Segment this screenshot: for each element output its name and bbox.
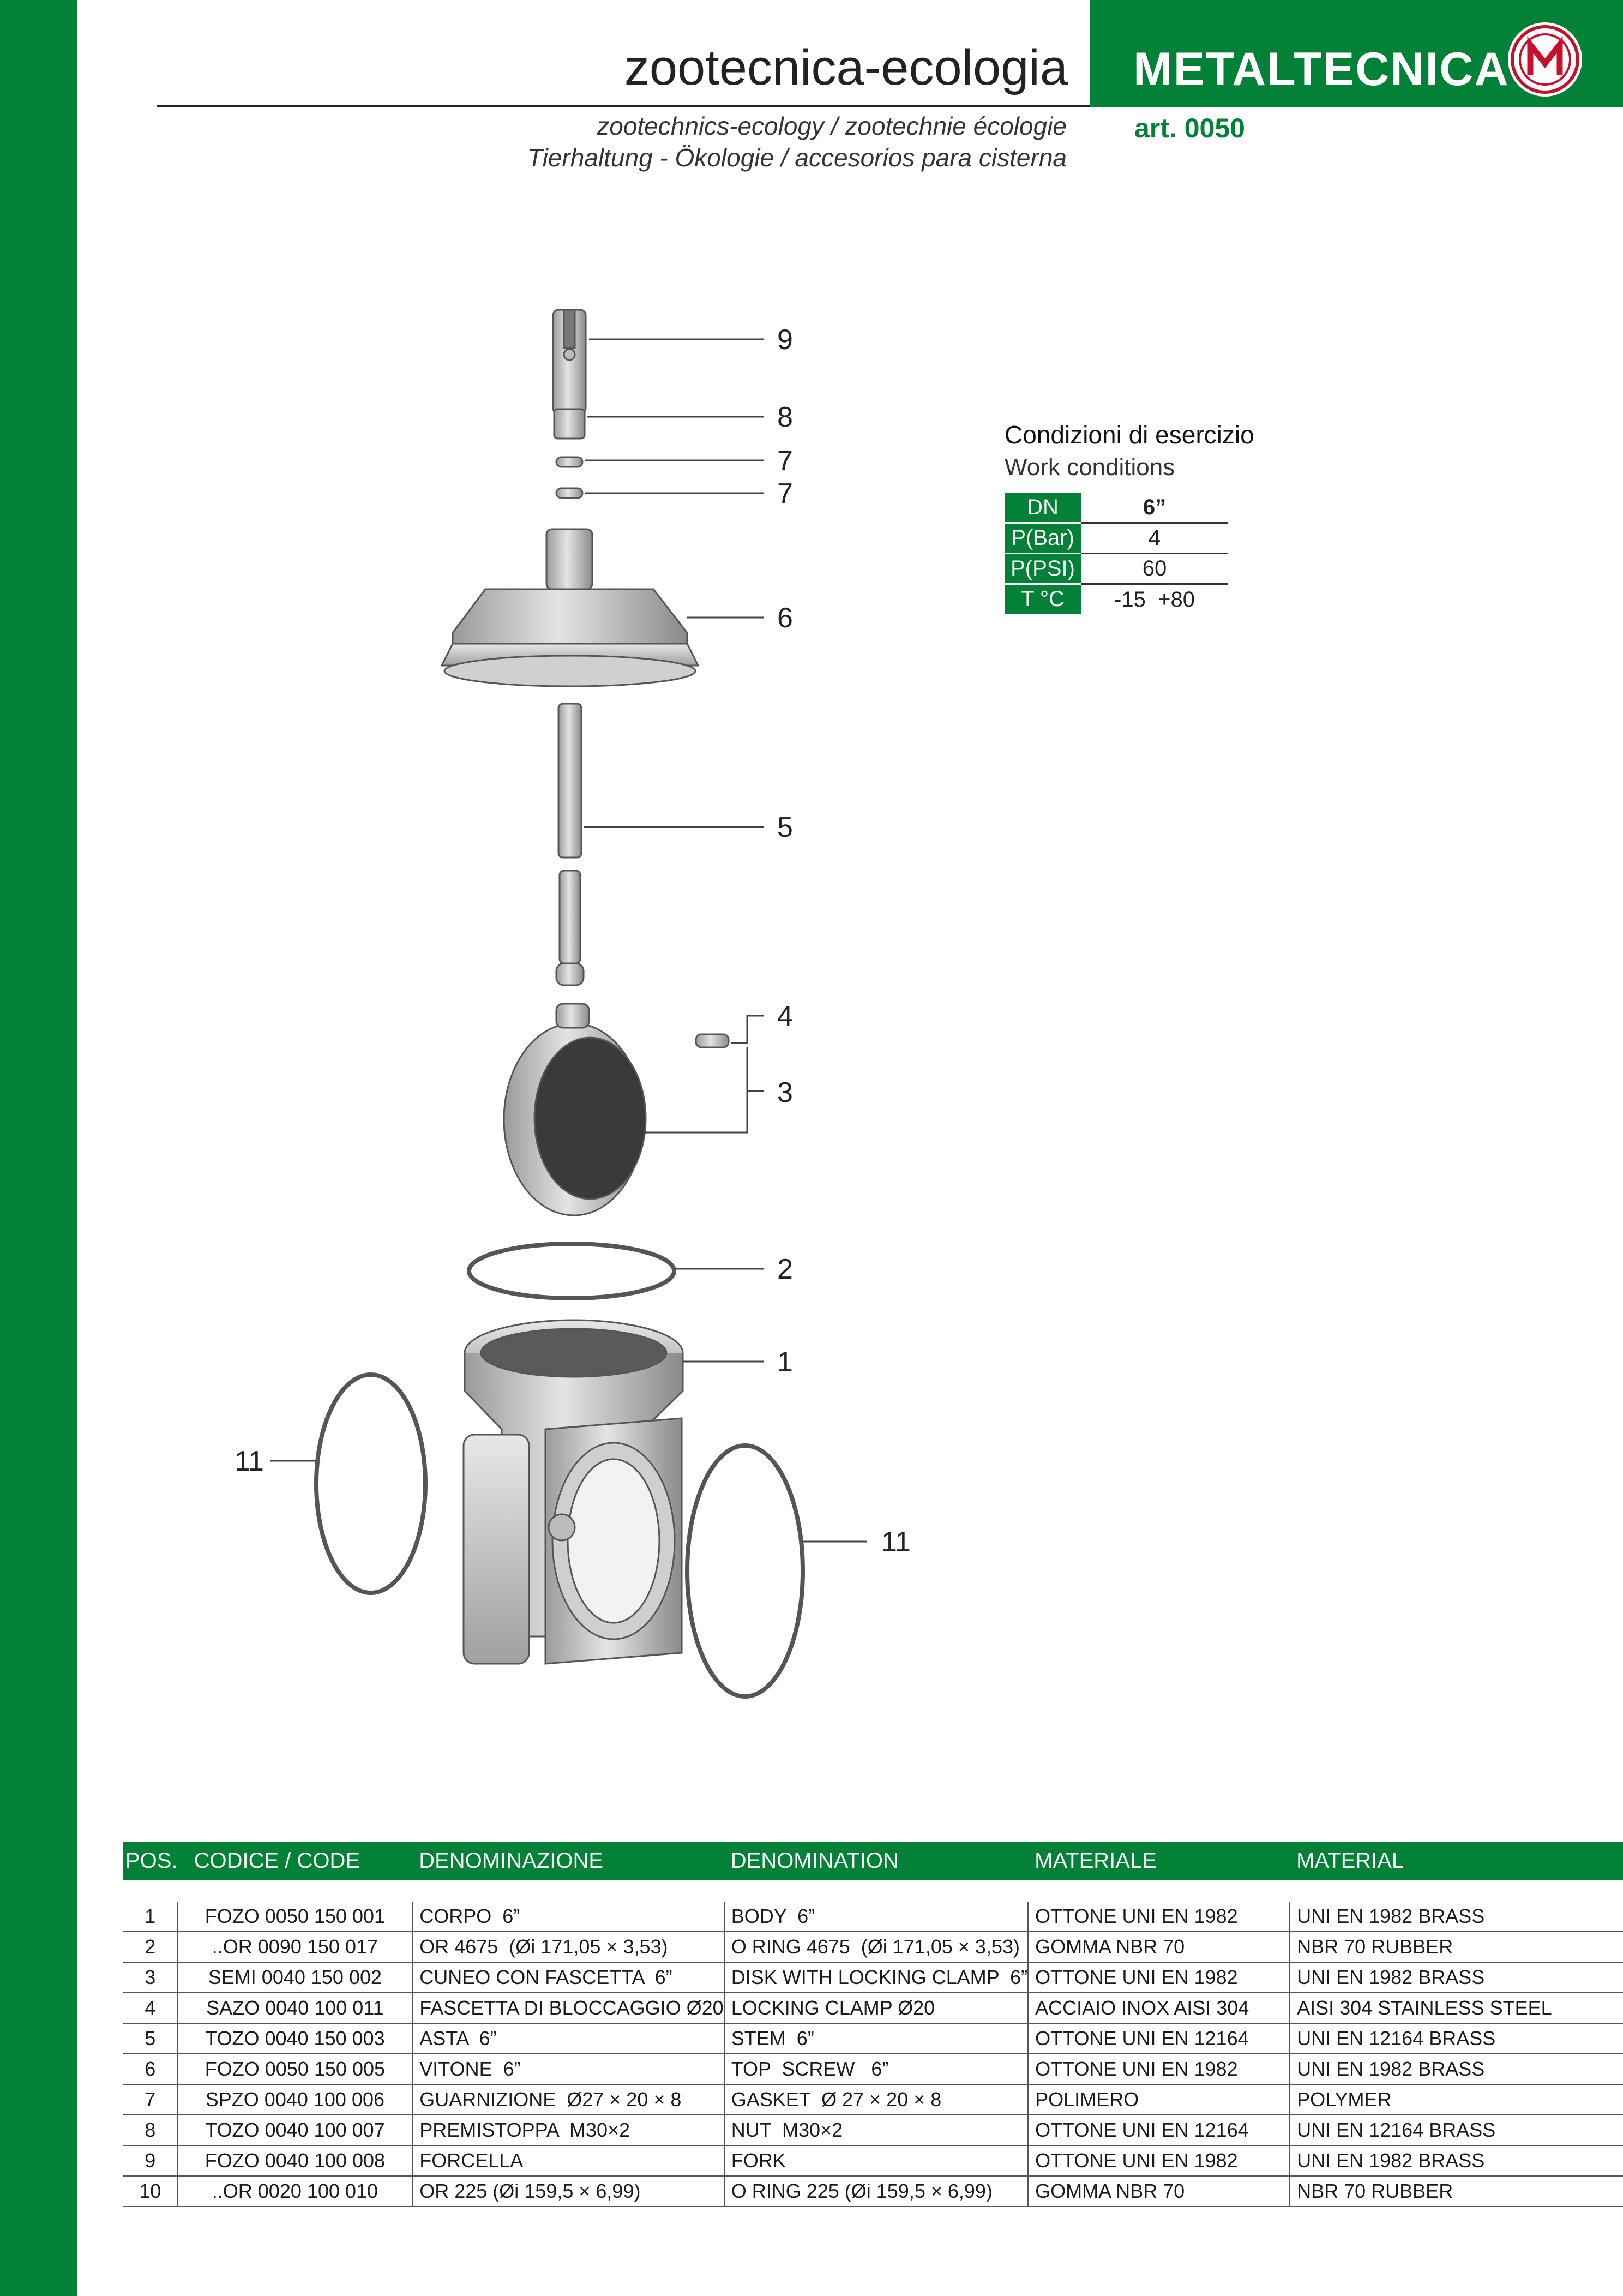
- callout-number: 11: [881, 1526, 911, 1558]
- header-denominazione: DENOMINAZIONE: [412, 1842, 724, 1880]
- cell-materiale: OTTONE UNI EN 1982: [1028, 2145, 1290, 2176]
- article-number: art. 0050: [1134, 113, 1245, 143]
- cell-pos: 8: [123, 2115, 178, 2145]
- work-conditions-title: Condizioni di esercizio: [1005, 421, 1254, 449]
- table-row: [123, 2023, 1623, 2054]
- work-conditions-subtitle: Work conditions: [1005, 454, 1175, 481]
- left-color-band: [0, 0, 77, 2296]
- header-material: MATERIAL: [1290, 1842, 1623, 1880]
- cell-code: SPZO 0040 100 006: [178, 2084, 413, 2115]
- cell-denominazione: OR 225 (Øi 159,5 × 6,99): [412, 2176, 724, 2207]
- cell-pos: 5: [123, 2023, 178, 2054]
- cell-material: UNI EN 1982 BRASS: [1290, 1962, 1623, 1993]
- cell-denomination: FORK: [724, 2145, 1028, 2176]
- page-title: zootecnica-ecologia: [624, 40, 1068, 95]
- cell-code: SEMI 0040 150 002: [178, 1962, 413, 1993]
- table-row: [123, 2115, 1623, 2145]
- wc-key: P(PSI): [1005, 554, 1081, 584]
- cell-denomination: STEM 6”: [724, 2023, 1028, 2054]
- cell-denominazione: FORCELLA: [412, 2145, 724, 2176]
- wc-row: [1005, 584, 1228, 615]
- work-conditions-table: [1005, 493, 1228, 615]
- callout-number: 7: [777, 478, 793, 509]
- cell-pos: 4: [123, 1993, 178, 2023]
- cell-materiale: OTTONE UNI EN 12164: [1028, 2023, 1290, 2054]
- wc-key: T °C: [1005, 584, 1081, 615]
- callout-number: 4: [777, 1000, 793, 1032]
- parts-table: [123, 1842, 1623, 2207]
- table-row: [123, 1902, 1623, 1932]
- part-stem: [556, 704, 584, 985]
- table-row: [123, 2176, 1623, 2207]
- title-rule: [157, 105, 1090, 107]
- cell-denomination: LOCKING CLAMP Ø20: [724, 1993, 1028, 2023]
- cell-code: ..OR 0020 100 010: [178, 2176, 413, 2207]
- part-gasket: [556, 488, 582, 498]
- cell-denominazione: CUNEO CON FASCETTA 6”: [412, 1962, 724, 1993]
- cell-code: TOZO 0040 150 003: [178, 2023, 413, 2054]
- cell-denomination: O RING 4675 (Øi 171,05 × 3,53): [724, 1932, 1028, 1962]
- wc-key: P(Bar): [1005, 523, 1081, 554]
- cell-pos: 2: [123, 1932, 178, 1962]
- cell-materiale: ACCIAIO INOX AISI 304: [1028, 1993, 1290, 2023]
- table-row: [123, 2054, 1623, 2084]
- cell-material: AISI 304 STAINLESS STEEL: [1290, 1993, 1623, 2023]
- table-row: [123, 2084, 1623, 2115]
- cell-denomination: BODY 6”: [724, 1902, 1028, 1932]
- cell-materiale: OTTONE UNI EN 12164: [1028, 2115, 1290, 2145]
- cell-denomination: O RING 225 (Øi 159,5 × 6,99): [724, 2176, 1028, 2207]
- callout-number: 7: [777, 445, 793, 477]
- cell-denominazione: FASCETTA DI BLOCCAGGIO Ø20: [412, 1993, 724, 2023]
- callout-number: 6: [777, 602, 793, 634]
- table-row: [123, 1932, 1623, 1962]
- cell-pos: 7: [123, 2084, 178, 2115]
- cell-code: TOZO 0040 100 007: [178, 2115, 413, 2145]
- cell-pos: 3: [123, 1962, 178, 1993]
- wc-row: [1005, 523, 1228, 554]
- cell-material: UNI EN 12164 BRASS: [1290, 2023, 1623, 2054]
- part-o-ring-left: [316, 1375, 425, 1593]
- part-body: [464, 1320, 683, 1664]
- cell-materiale: OTTONE UNI EN 1982: [1028, 1962, 1290, 1993]
- cell-material: UNI EN 12164 BRASS: [1290, 2115, 1623, 2145]
- cell-material: NBR 70 RUBBER: [1290, 1932, 1623, 1962]
- cell-code: FOZO 0050 150 005: [178, 2054, 413, 2084]
- wc-row: [1005, 554, 1228, 584]
- header-denomination: DENOMINATION: [724, 1842, 1028, 1880]
- cell-pos: 9: [123, 2145, 178, 2176]
- part-nut: [554, 409, 585, 439]
- parts-table-header: [123, 1842, 1623, 1880]
- subtitle-line-1: zootechnics-ecology / zootechnie écologie: [597, 112, 1067, 140]
- cell-materiale: GOMMA NBR 70: [1028, 2176, 1290, 2207]
- part-top-screw: [442, 529, 698, 686]
- part-gasket: [556, 457, 582, 467]
- callout-number: 3: [777, 1077, 793, 1108]
- parts-table-body: [123, 1902, 1623, 2207]
- cell-code: SAZO 0040 100 011: [178, 1993, 413, 2023]
- wc-value: 60: [1081, 554, 1228, 584]
- cell-denomination: NUT M30×2: [724, 2115, 1028, 2145]
- cell-code: FOZO 0050 150 001: [178, 1902, 413, 1932]
- wc-value: 4: [1081, 523, 1228, 554]
- cell-materiale: POLIMERO: [1028, 2084, 1290, 2115]
- header-code: CODICE / CODE: [178, 1842, 413, 1880]
- callout-number: 5: [777, 812, 793, 843]
- cell-denomination: GASKET Ø 27 × 20 × 8: [724, 2084, 1028, 2115]
- cell-material: NBR 70 RUBBER: [1290, 2176, 1623, 2207]
- cell-materiale: OTTONE UNI EN 1982: [1028, 2054, 1290, 2084]
- brand-name: METALTECNICA: [1133, 43, 1510, 95]
- cell-code: ..OR 0090 150 017: [178, 1932, 413, 1962]
- cell-material: POLYMER: [1290, 2084, 1623, 2115]
- callout-number: 8: [777, 401, 793, 433]
- table-row: [123, 1962, 1623, 1993]
- exploded-valve-drawing: [207, 284, 971, 1757]
- cell-pos: 6: [123, 2054, 178, 2084]
- cell-denominazione: ASTA 6”: [412, 2023, 724, 2054]
- table-row: [123, 1993, 1623, 2023]
- part-o-ring-right: [687, 1446, 803, 1696]
- wc-row: [1005, 493, 1228, 523]
- subtitle-line-2: Tierhaltung - Ökologie / accesorios para cisterna: [527, 143, 1067, 172]
- cell-material: UNI EN 1982 BRASS: [1290, 2054, 1623, 2084]
- cell-denominazione: CORPO 6”: [412, 1902, 724, 1932]
- cell-materiale: GOMMA NBR 70: [1028, 1932, 1290, 1962]
- cell-denominazione: OR 4675 (Øi 171,05 × 3,53): [412, 1932, 724, 1962]
- header-materiale: MATERIALE: [1028, 1842, 1290, 1880]
- cell-material: UNI EN 1982 BRASS: [1290, 2145, 1623, 2176]
- wc-value: 6”: [1081, 493, 1228, 523]
- part-fork: [553, 310, 586, 413]
- cell-pos: 10: [123, 2176, 178, 2207]
- cell-denomination: TOP SCREW 6”: [724, 2054, 1028, 2084]
- cell-material: UNI EN 1982 BRASS: [1290, 1902, 1623, 1932]
- wc-value: -15 +80: [1114, 587, 1195, 612]
- callout-number: 11: [235, 1446, 264, 1477]
- part-disk: [504, 1004, 646, 1215]
- part-o-ring: [469, 1244, 674, 1298]
- cell-denominazione: PREMISTOPPA M30×2: [412, 2115, 724, 2145]
- cell-denomination: DISK WITH LOCKING CLAMP 6”: [724, 1962, 1028, 1993]
- wc-key: DN: [1005, 493, 1081, 523]
- cell-pos: 1: [123, 1902, 178, 1932]
- callout-number: 2: [777, 1254, 793, 1285]
- part-locking-clamp: [696, 1034, 729, 1047]
- metaltecnica-logo: [1506, 21, 1584, 98]
- cell-denominazione: GUARNIZIONE Ø27 × 20 × 8: [412, 2084, 724, 2115]
- header-pos: POS.: [123, 1842, 178, 1880]
- cell-code: FOZO 0040 100 008: [178, 2145, 413, 2176]
- cell-denominazione: VITONE 6”: [412, 2054, 724, 2084]
- cell-materiale: OTTONE UNI EN 1982: [1028, 1902, 1290, 1932]
- callout-number: 9: [777, 324, 793, 356]
- callout-number: 1: [777, 1346, 793, 1378]
- table-row: [123, 2145, 1623, 2176]
